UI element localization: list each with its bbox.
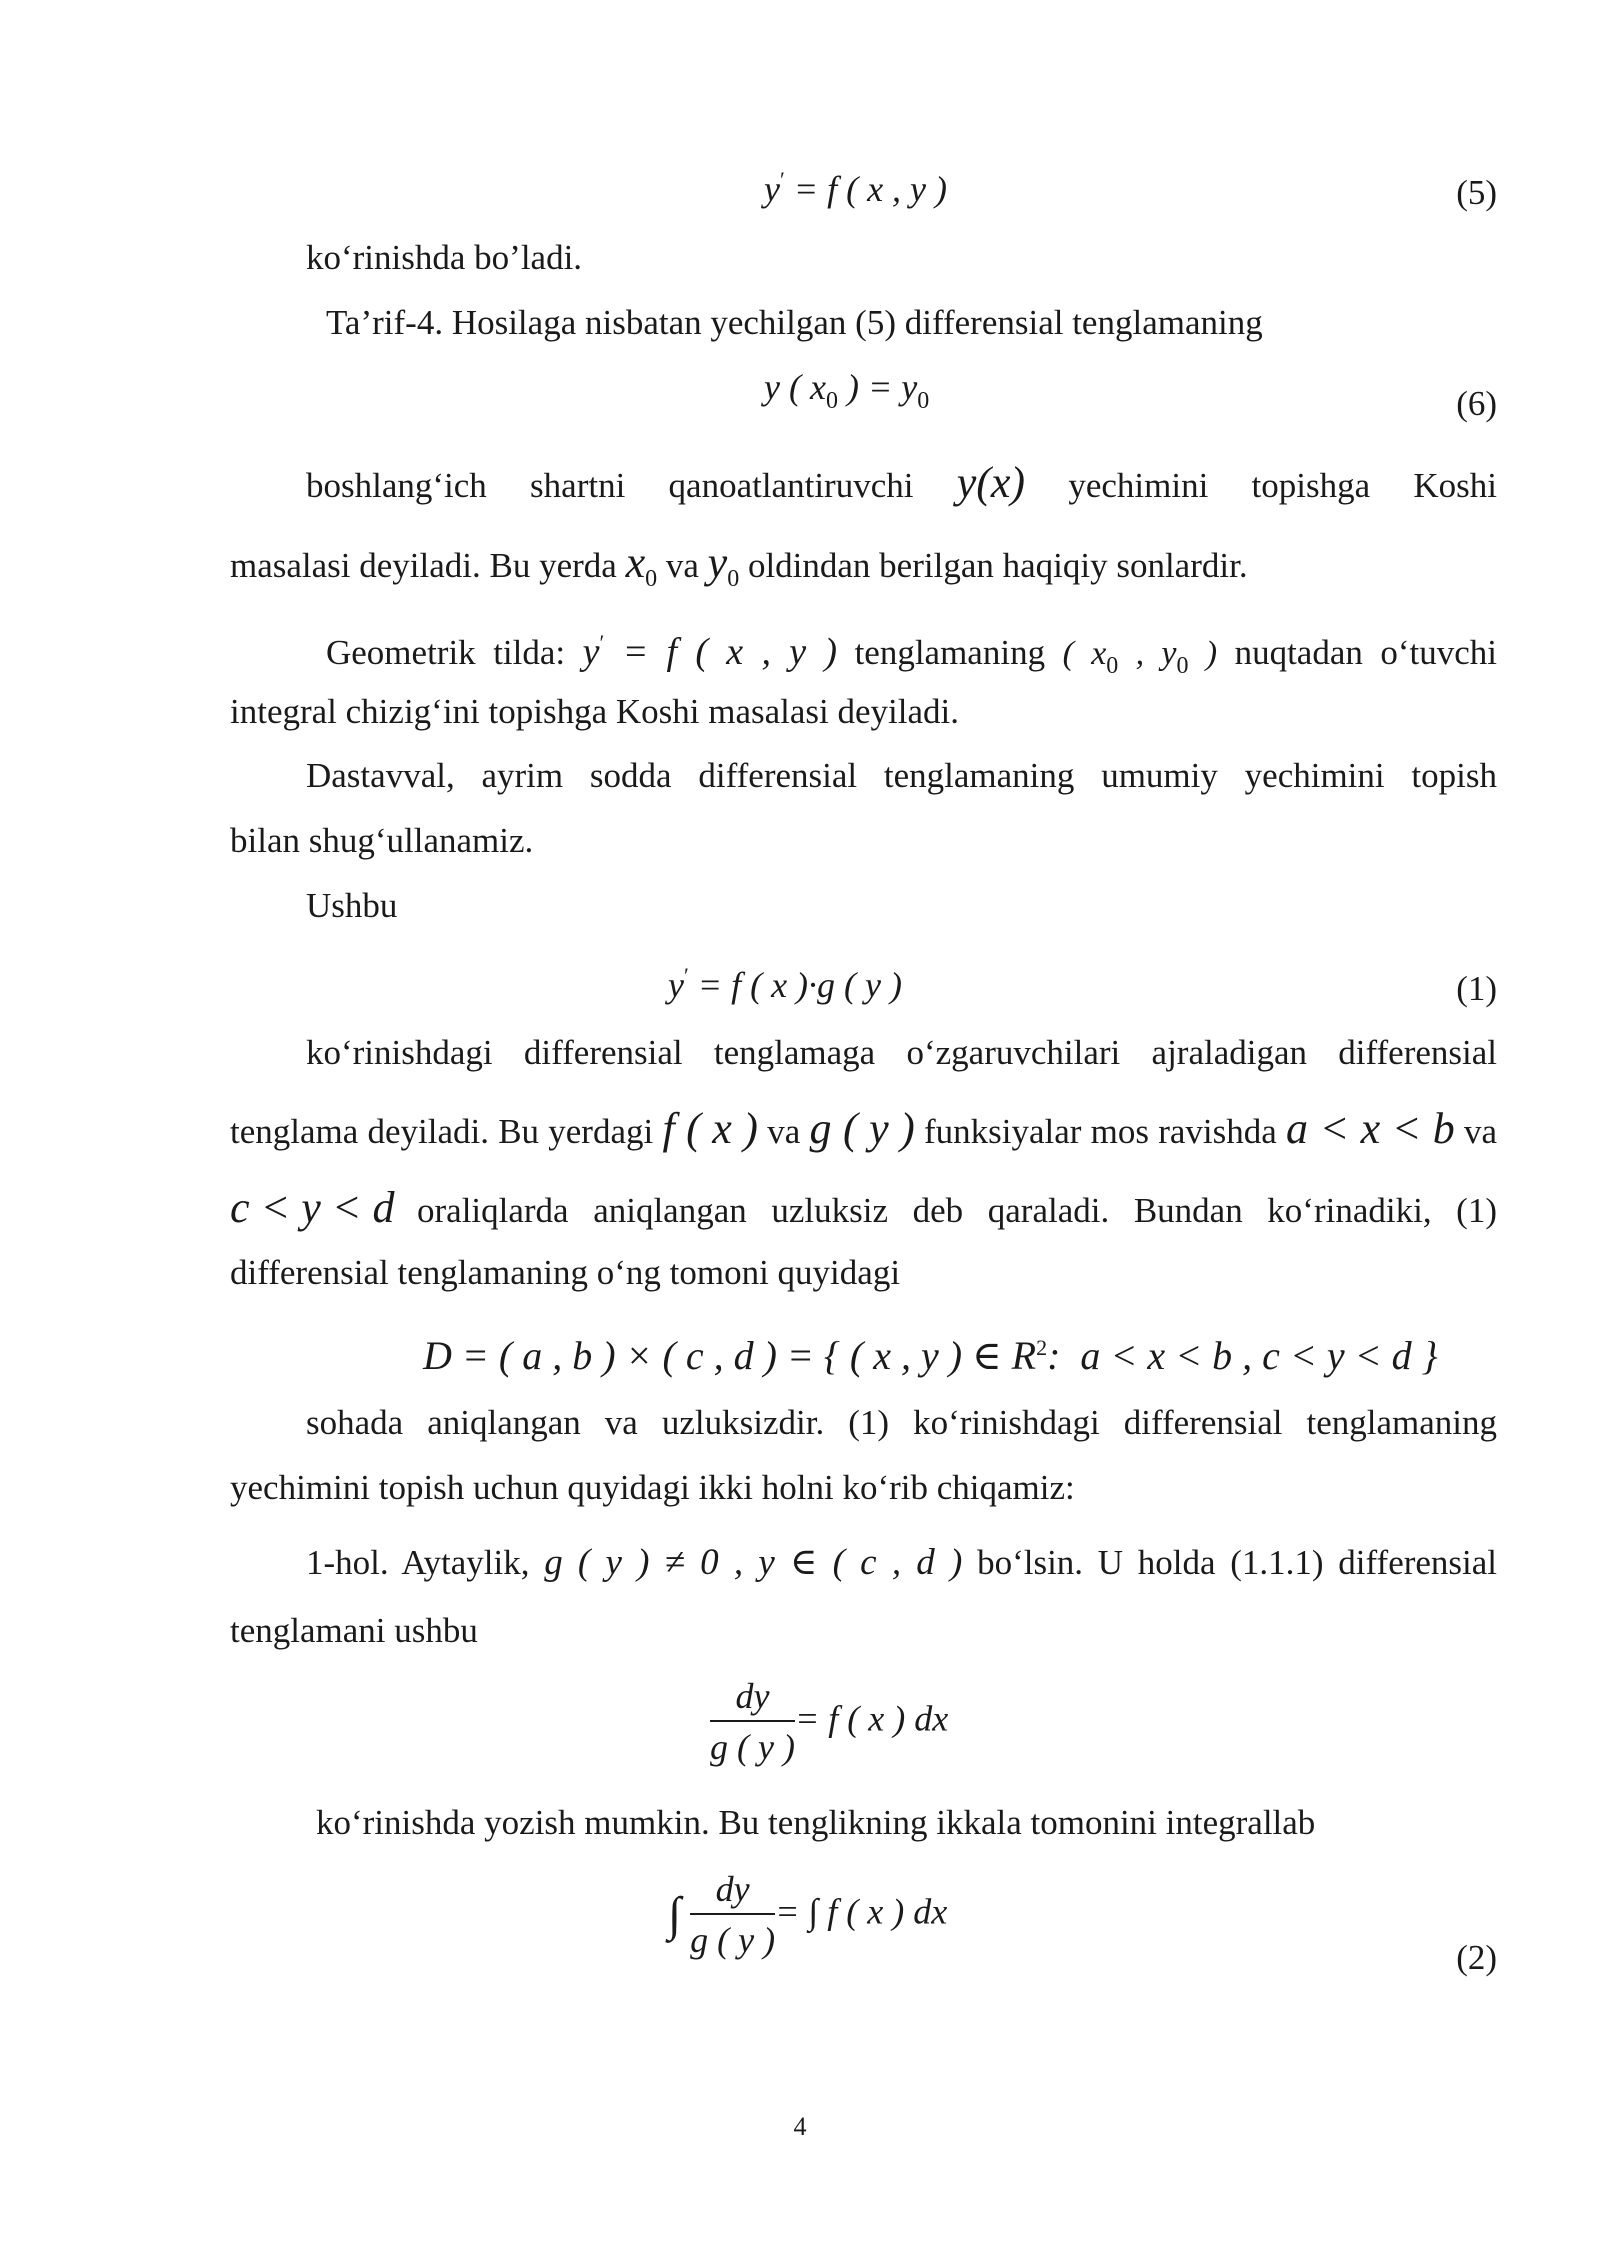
- paragraph-line: [306, 460, 1497, 509]
- fraction-denominator: g ( y ): [690, 1920, 776, 1960]
- paragraph-line: Ushbu: [306, 886, 398, 925]
- paragraph-line: Dastavval, ayrim sodda differensial tenglamaning umumiy yechimini topish: [306, 756, 1497, 795]
- math-inline: c < y < d: [230, 1183, 395, 1232]
- math-inline: f ( x ): [662, 1104, 758, 1153]
- paragraph-line: integral chizig‘ini topishga Koshi masalasi deyiladi.: [230, 692, 960, 731]
- math-inline: y(x): [956, 458, 1026, 507]
- equation-separated: [710, 1672, 948, 1772]
- text-span: oldindan berilgan haqiqiy sonlardir.: [747, 546, 1248, 585]
- paragraph-line: ko‘rinishdagi differensial tenglamaga o‘zgaruvchilari ajraladigan differensial: [306, 1033, 1497, 1072]
- paragraph-line: tenglamani ushbu: [230, 1611, 478, 1650]
- paragraph-line: bilan shug‘ullanamiz.: [230, 821, 534, 860]
- page-number: 4: [793, 2112, 807, 2141]
- fraction-numerator: dy: [710, 1672, 795, 1722]
- text-span: Geometrik tilda:: [326, 633, 566, 672]
- equation-5: y′ = f ( x , y ): [764, 167, 948, 209]
- paragraph-line: differensial tenglamaning o‘ng tomoni quyidagi: [230, 1253, 901, 1292]
- math-inline: ( $x_0$ , $y_0$ ): [1062, 635, 1218, 679]
- equation-1: y′ = f ( x )·g ( y ): [668, 963, 903, 1005]
- text-span: nuqtadan o‘tuvchi: [1234, 633, 1498, 672]
- equation-2: [668, 1865, 947, 1965]
- text-span: tenglamaning: [854, 633, 1046, 672]
- fraction: [710, 1672, 795, 1772]
- text-span: boshlang‘ich shartni qanoatlantiruvchi: [306, 466, 914, 505]
- equation-number-5: (5): [1456, 173, 1497, 212]
- math-inline: g ( y ) ≠ 0 , y ∈ ( c , d ): [544, 1542, 963, 1583]
- text-span: va: [767, 1112, 801, 1151]
- equation-number-1: (1): [1456, 969, 1497, 1008]
- equation-rhs: = f ( x ) dx: [794, 1698, 949, 1739]
- equation-rhs: = ∫ f ( x ) dx: [775, 1891, 948, 1932]
- paragraph-definition: Ta’rif-4. Hosilaga nisbatan yechilgan (5) differensial tenglamaning: [326, 303, 1263, 342]
- text-span: va: [1464, 1112, 1498, 1151]
- math-inline: y′ = f ( x , y ): [582, 630, 838, 673]
- paragraph-line: ko‘rinishda yozish mumkin. Bu tenglikning ikkala tomonini integrallab: [316, 1803, 1316, 1842]
- fraction-numerator: dy: [690, 1865, 775, 1915]
- paragraph-line: yechimini topish uchun quyidagi ikki holni ko‘rib chiqamiz:: [230, 1468, 1075, 1507]
- math-inline: $x_0$: [625, 538, 658, 592]
- paragraph-line: [306, 1540, 1497, 1586]
- math-inline: g ( y ): [809, 1104, 915, 1153]
- equation-6: y ( $x_0$ ) = $y_0$: [764, 367, 930, 414]
- fraction: [690, 1865, 775, 1965]
- equation-number-6: (6): [1456, 384, 1497, 423]
- text-span: bo‘lsin. U holda (1.1.1) differensial: [977, 1543, 1498, 1582]
- paragraph-line: [230, 540, 1248, 602]
- math-inline: a < x < b: [1286, 1104, 1455, 1153]
- text-span: va: [665, 546, 699, 585]
- text-span: 1-hol. Aytaylik,: [306, 1543, 530, 1582]
- equation-domain: D = ( a , b ) × ( c , d ) = { ( x , y ) ∈ $R^2$: a < x < b , c < y < d }: [423, 1333, 1438, 1378]
- paragraph-line: sohada aniqlangan va uzluksizdir. (1) ko‘rinishdagi differensial tenglamaning: [306, 1403, 1497, 1442]
- paragraph-line: ko‘rinishda bo’ladi.: [306, 238, 583, 277]
- paragraph-line: [326, 620, 1497, 689]
- text-span: tenglama deyiladi. Bu yerdagi: [230, 1112, 654, 1151]
- math-inline: $y_0$: [707, 538, 740, 592]
- text-span: funksiyalar mos ravishda: [923, 1112, 1277, 1151]
- text-span: masalasi deyiladi. Bu yerda: [230, 546, 617, 585]
- equation-number-2: (2): [1456, 1938, 1497, 1977]
- fraction-denominator: g ( y ): [710, 1727, 795, 1767]
- integral-sign: ∫: [668, 1888, 682, 1941]
- text-span: oraliqlarda aniqlangan uzluksiz deb qaraladi. Bundan ko‘rinadiki, (1): [417, 1191, 1497, 1230]
- text-span: yechimini topishga Koshi: [1068, 466, 1498, 505]
- paragraph-line: [230, 1185, 1497, 1234]
- paragraph-line: [230, 1106, 1497, 1155]
